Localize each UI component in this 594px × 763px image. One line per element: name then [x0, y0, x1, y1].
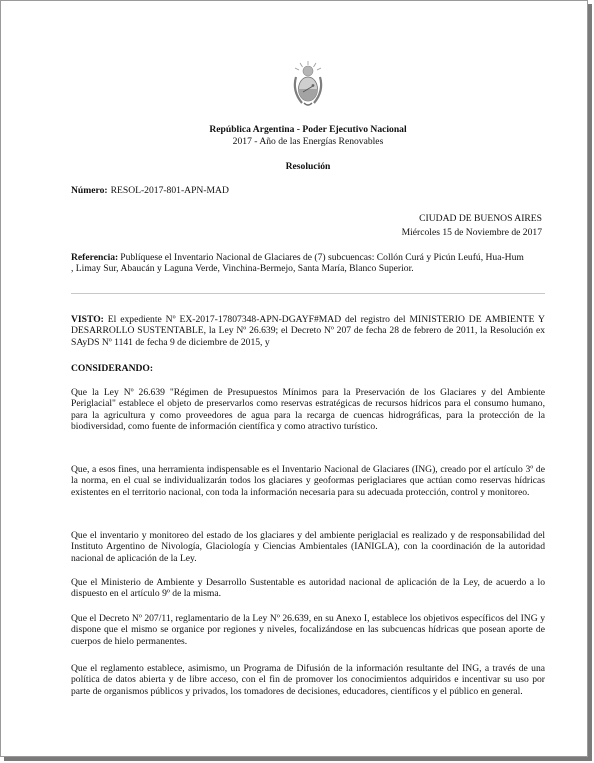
visto-paragraph: [71, 314, 545, 348]
considerando-paragraph: Que el reglamento establece, asimismo, un Programa de Difusión de la información resultante del ING, a través de una política de datos abierta y de libre acceso, con el fin de promover los conocimientos adquiridos e incentivar su uso por parte de organismos públicos y privados, los tomadores de decisiones, educadores, científicos y el público en general.: [71, 663, 545, 697]
document-number-value: RESOL-2017-801-APN-MAD: [110, 185, 229, 196]
visto-label: VISTO:: [71, 314, 104, 325]
considerando-paragraph: Que la Ley Nº 26.639 "Régimen de Presupuestos Mínimos para la Preservación de los Glaciares y del Ambiente Periglacial" establece el objeto de preservarlos como reservas estratégicas de recursos hídricos para el consumo humano, para la agricultura y como proveedores de agua para la recarga de cuencas hidrográficas, para la protección de la biodiversidad, como fuente de información científica y como atractivo turístico.: [71, 387, 545, 433]
reference-line-1: [71, 252, 545, 263]
reference-text-1: Publíquese el Inventario Nacional de Glaciares de (7) subcuencas: Collón Curá y Picún Leufú, Hua-Hum: [120, 252, 524, 263]
visto-text: El expediente Nº EX-2017-17807348-APN-DGAYF#MAD del registro del MINISTERIO DE AMBIENTE Y DESARROLLO SUSTENTABLE, la Ley Nº 26.639; el Decreto Nº 207 de fecha 28 de febrero de 2011, la Resolución ex SAyDS Nº 1141 de fecha 9 de diciembre de 2015, y: [71, 314, 545, 348]
document-number-label: Número:: [71, 185, 108, 196]
coat-of-arms-logo: [290, 59, 326, 109]
date: Miércoles 15 de Noviembre de 2017: [401, 227, 542, 238]
considerando-paragraph: Que el inventario y monitoreo del estado de los glaciares y del ambiente periglacial es realizado y de responsabilidad del Instituto Argentino de Nivología, Glaciología y Ciencias Ambientales (IANIGLA), con la coordinación de la autoridad nacional de aplicación de la Ley.: [71, 530, 545, 564]
document-type-heading: Resolución: [285, 161, 331, 172]
issuer-title: República Argentina - Poder Ejecutivo Nacional: [209, 124, 407, 135]
considerando-heading: CONSIDERANDO:: [71, 363, 154, 374]
divider: [71, 293, 545, 294]
reference-line-2: , Limay Sur, Abaucán y Laguna Verde, Vinchina-Bermejo, Santa María, Blanco Superior.: [71, 263, 414, 275]
year-motto: 2017 - Año de las Energías Renovables: [232, 136, 384, 147]
reference-label: Referencia:: [71, 252, 119, 263]
place: CIUDAD DE BUENOS AIRES: [419, 213, 542, 224]
considerando-paragraph: Que, a esos fines, una herramienta indispensable es el Inventario Nacional de Glaciares (ING), creado por el artículo 3º de la norma, en el cual se individualizarán todos los glaciares y geoformas periglaciares que actúan como reservas hídricas existentes en el territorio nacional, con toda la información necesaria para su adecuada protección, control y monitoreo.: [71, 464, 545, 498]
considerando-paragraph: Que el Ministerio de Ambiente y Desarrollo Sustentable es autoridad nacional de aplicación de la Ley, de acuerdo a lo dispuesto en el artículo 9º de la misma.: [71, 577, 545, 600]
reference-block: [71, 252, 545, 275]
document-number: [71, 185, 229, 196]
considerando-paragraph: Que el Decreto Nº 207/11, reglamentario de la Ley Nº 26.639, en su Anexo I, establece los objetivos específicos del ING y dispone que el mismo se organice por regiones y niveles, focalizándose en las subcuencas hídricas que posean aporte de cuerpos de hielo permanentes.: [71, 613, 545, 647]
